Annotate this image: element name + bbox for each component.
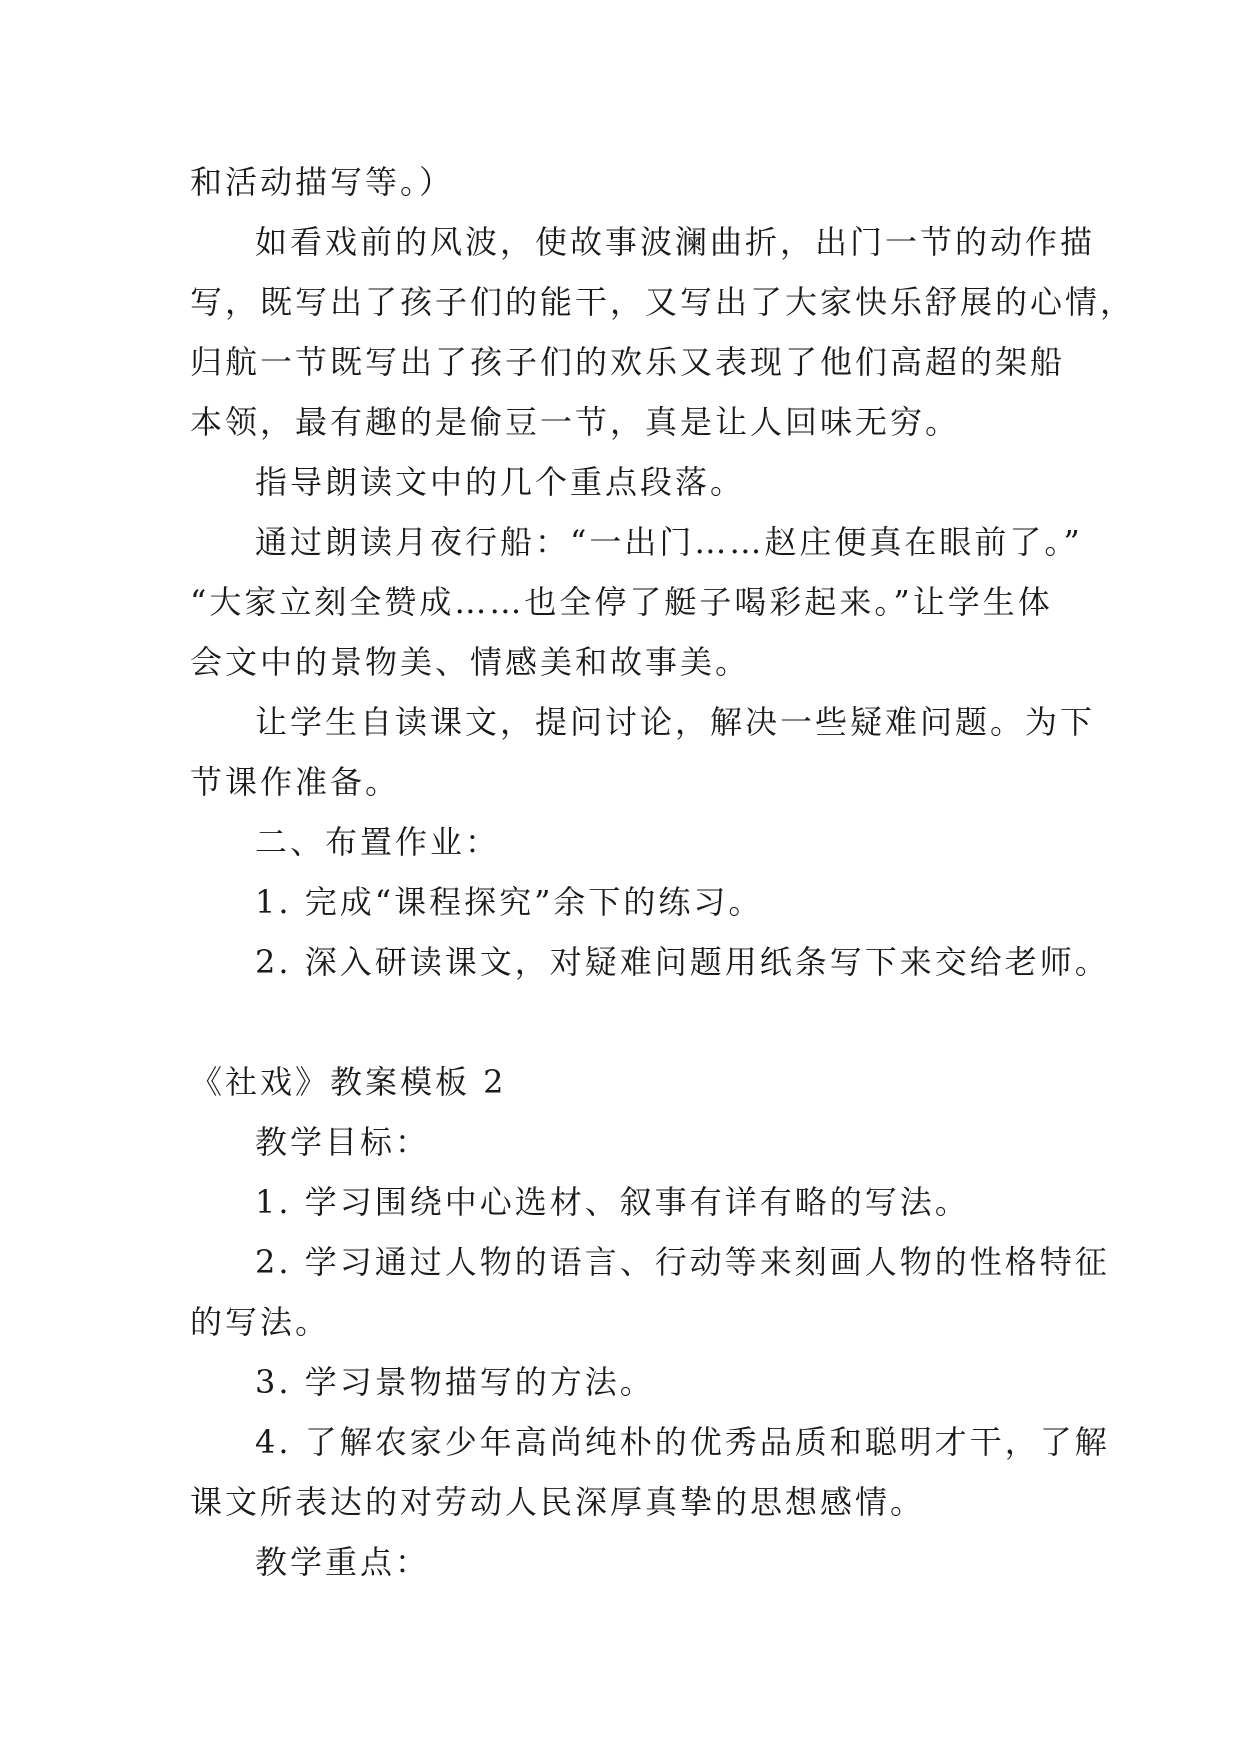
text-line: 写，既写出了孩子们的能干，又写出了大家快乐舒展的心情， <box>190 283 1136 321</box>
text-line: 二、布置作业： <box>255 823 501 861</box>
text-line: 指导朗读文中的几个重点段落。 <box>255 463 746 501</box>
text-line: 1. 学习围绕中心选材、叙事有详有略的写法。 <box>255 1183 970 1221</box>
section-title: 《社戏》教案模板 2 <box>190 1063 507 1101</box>
text-line: 本领，最有趣的是偷豆一节，真是让人回味无穷。 <box>190 403 961 441</box>
text-line: 2. 学习通过人物的语言、行动等来刻画人物的性格特征 <box>255 1243 1110 1281</box>
text-line: 3. 学习景物描写的方法。 <box>255 1363 655 1401</box>
text-line: 4. 了解农家少年高尚纯朴的优秀品质和聪明才干，了解 <box>255 1423 1110 1461</box>
text-line: 通过朗读月夜行船：“一出门……赵庄便真在眼前了。” <box>255 523 1083 561</box>
text-line: “大家立刻全赞成……也全停了艇子喝彩起来。”让学生体 <box>190 583 1053 621</box>
text-line: 如看戏前的风波，使故事波澜曲折，出门一节的动作描 <box>255 223 1096 261</box>
text-line: 和活动描写等。） <box>190 163 455 201</box>
text-line: 2. 深入研读课文，对疑难问题用纸条写下来交给老师。 <box>255 943 1110 981</box>
text-line: 让学生自读课文，提问讨论，解决一些疑难问题。为下 <box>255 703 1096 741</box>
text-line: 课文所表达的对劳动人民深厚真挚的思想感情。 <box>190 1483 926 1521</box>
text-line: 会文中的景物美、情感美和故事美。 <box>190 643 751 681</box>
text-line: 节课作准备。 <box>190 763 401 801</box>
text-line: 的写法。 <box>190 1303 331 1341</box>
text-line: 归航一节既写出了孩子们的欢乐又表现了他们高超的架船 <box>190 343 1066 381</box>
text-line: 1. 完成“课程探究”余下的练习。 <box>255 883 764 921</box>
text-line: 教学重点： <box>255 1543 431 1581</box>
text-line: 教学目标： <box>255 1123 431 1161</box>
